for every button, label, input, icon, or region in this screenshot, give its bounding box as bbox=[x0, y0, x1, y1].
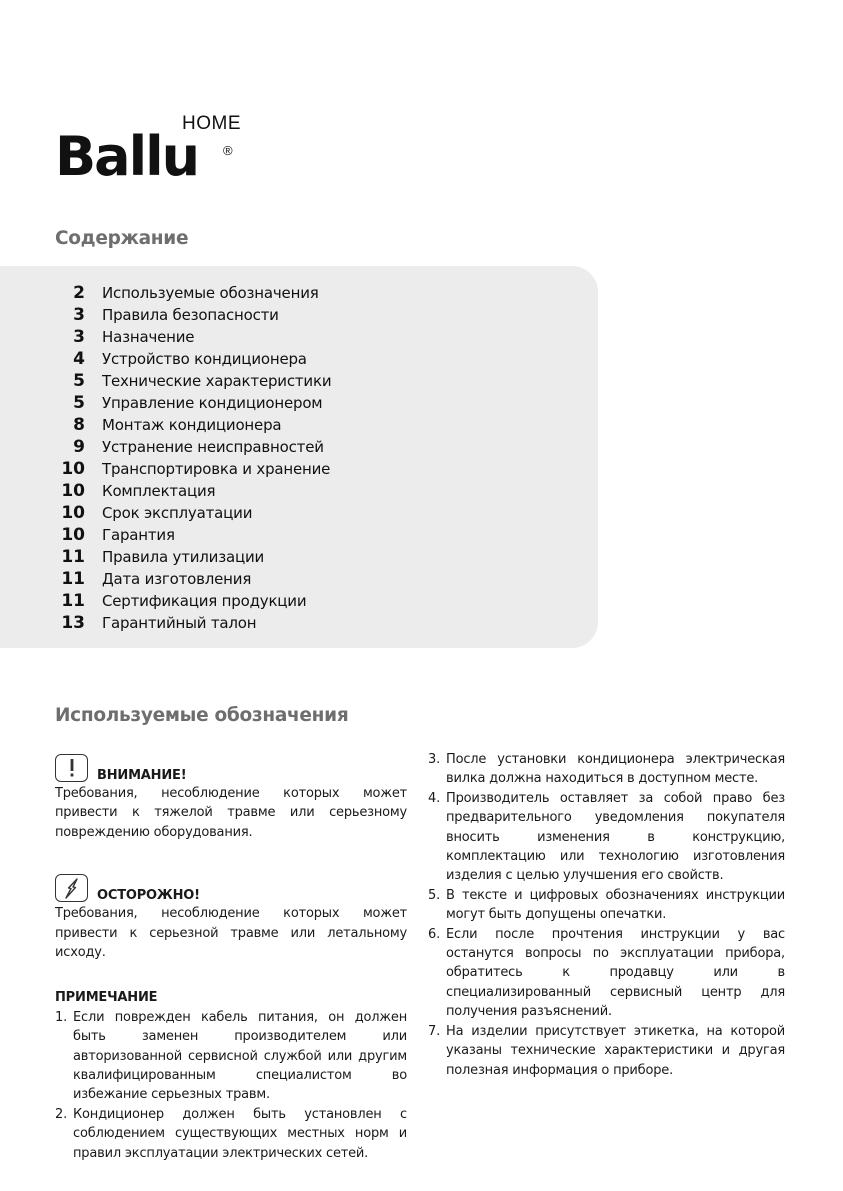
logo-registered-mark: ® bbox=[223, 143, 233, 158]
caution-label: ОСТОРОЖНО! bbox=[97, 888, 200, 904]
lightning-icon bbox=[55, 874, 88, 902]
toc-list bbox=[0, 282, 331, 634]
toc-page-number: 10 bbox=[61, 503, 85, 523]
toc-page-number: 11 bbox=[61, 547, 85, 567]
ballu-home-logo bbox=[55, 112, 245, 188]
toc-item-label: Технические характеристики bbox=[102, 372, 332, 390]
toc-item-label: Монтаж кондиционера bbox=[102, 416, 282, 434]
toc-item bbox=[0, 414, 331, 436]
toc-item bbox=[0, 524, 331, 546]
note-item-number: 3. bbox=[428, 752, 441, 767]
note-item-number: 7. bbox=[428, 1023, 441, 1039]
toc-item-label: Правила безопасности bbox=[102, 306, 279, 324]
note-item bbox=[428, 789, 785, 886]
note-item bbox=[428, 750, 785, 789]
logo-home-text: HOME bbox=[182, 113, 241, 134]
caution-text: Требования, несоблюдение которых может привести к серьезной травме или летальному исходу. bbox=[55, 906, 407, 961]
caution-header bbox=[55, 870, 407, 902]
toc-page-number: 8 bbox=[73, 415, 85, 435]
toc-item bbox=[0, 392, 331, 414]
toc-page-number: 13 bbox=[61, 613, 85, 633]
note-item-text: Производитель оставляет за собой право без предварительного уведомления покупателя вносить изменения в конструкцию, комплектацию или технологию изготовления изделия с целью улучшения его свойств. bbox=[446, 790, 785, 884]
toc-item bbox=[0, 612, 331, 634]
note-item-text: На изделии присутствует этикетка, на которой указаны технические характеристики и другая полезная информация о приборе. bbox=[446, 1023, 785, 1078]
toc-item bbox=[0, 590, 331, 612]
attention-label: ВНИМАНИЕ! bbox=[97, 768, 187, 783]
toc-item-label: Назначение bbox=[102, 328, 195, 346]
note-item-text: После установки кондиционера электрическая вилка должна находиться в доступном месте. bbox=[446, 752, 785, 787]
note-item-number: 6. bbox=[428, 926, 441, 942]
toc-item bbox=[0, 546, 331, 568]
toc-item-label: Сертификация продукции bbox=[102, 592, 307, 610]
note-item-text: В тексте и цифровых обозначениях инструкции могут быть допущены опечатки. bbox=[446, 887, 785, 923]
note-title: ПРИМЕЧАНИЕ bbox=[55, 990, 158, 1006]
note-item-number: 5. bbox=[428, 887, 441, 903]
toc-item-label: Устройство кондиционера bbox=[102, 350, 307, 368]
legend-title: Используемые обозначения bbox=[55, 705, 349, 726]
note-item bbox=[55, 1008, 407, 1105]
toc-page-number: 10 bbox=[61, 459, 85, 479]
toc-item-label: Правила утилизации bbox=[102, 548, 265, 566]
note-item-number: 2. bbox=[55, 1106, 68, 1122]
toc-page-number: 3 bbox=[73, 327, 85, 347]
toc-item-label: Дата изготовления bbox=[102, 570, 252, 588]
note-item-text: Если после прочтения инструкции у вас останутся вопросы по эксплуатации прибора, обратитесь к продавцу или в специализированный сервисный центр для получения разъяснений. bbox=[446, 926, 785, 1020]
toc-item-label: Используемые обозначения bbox=[102, 284, 319, 302]
note-list-left bbox=[55, 1008, 407, 1163]
toc-item-label: Гарантийный талон bbox=[102, 614, 257, 632]
toc-item-label: Срок эксплуатации bbox=[102, 504, 253, 522]
toc-item-label: Гарантия bbox=[102, 526, 175, 544]
toc-item bbox=[0, 480, 331, 502]
toc-item bbox=[0, 282, 331, 304]
toc-page-number: 5 bbox=[73, 393, 85, 413]
toc-page-number: 11 bbox=[61, 569, 85, 589]
toc-page-number: 3 bbox=[73, 305, 85, 325]
note-item bbox=[428, 886, 785, 925]
toc-item bbox=[0, 304, 331, 326]
toc-page-number: 4 bbox=[73, 349, 85, 369]
toc-item bbox=[0, 436, 331, 458]
attention-header bbox=[55, 750, 407, 782]
toc-page-number: 2 bbox=[73, 283, 85, 303]
note-item-number: 4. bbox=[428, 790, 441, 806]
toc-page-number: 10 bbox=[61, 525, 85, 545]
toc-item bbox=[0, 348, 331, 370]
note-item bbox=[428, 1022, 785, 1080]
toc-item-label: Комплектация bbox=[102, 482, 216, 500]
note-list-right bbox=[428, 750, 785, 1080]
toc-item bbox=[0, 458, 331, 480]
note-item bbox=[55, 1105, 407, 1163]
toc-page-number: 11 bbox=[61, 591, 85, 611]
note-item bbox=[428, 925, 785, 1022]
legend-left-column bbox=[55, 750, 407, 1163]
toc-item bbox=[0, 568, 331, 590]
toc-title: Содержание bbox=[55, 228, 189, 249]
toc-item bbox=[0, 326, 331, 348]
toc-item-label: Устранение неисправностей bbox=[102, 438, 324, 456]
toc-item-label: Транспортировка и хранение bbox=[102, 460, 331, 478]
toc-page-number: 5 bbox=[73, 371, 85, 391]
note-item-text: Кондиционер должен быть установлен с соблюдением существующих местных норм и правил эксплуатации электрических сетей. bbox=[73, 1106, 407, 1161]
toc-item bbox=[0, 370, 331, 392]
note-item-text: Если поврежден кабель питания, он должен быть заменен производителем или авторизованной сервисной службой или другим квалифицированным специалистом во избежание серьезных травм. bbox=[73, 1009, 407, 1103]
note-item-number: 1. bbox=[55, 1009, 68, 1025]
toc-item bbox=[0, 502, 331, 524]
toc-item-label: Управление кондиционером bbox=[102, 394, 323, 412]
exclamation-icon bbox=[55, 754, 88, 782]
logo-brand-text: Ballu bbox=[55, 125, 199, 188]
toc-page-number: 10 bbox=[61, 481, 85, 501]
attention-text: Требования, несоблюдение которых может привести к тяжелой травме или серьезному повреждению оборудования. bbox=[55, 786, 407, 840]
toc-page-number: 9 bbox=[73, 437, 85, 457]
legend-right-column bbox=[428, 750, 785, 1080]
